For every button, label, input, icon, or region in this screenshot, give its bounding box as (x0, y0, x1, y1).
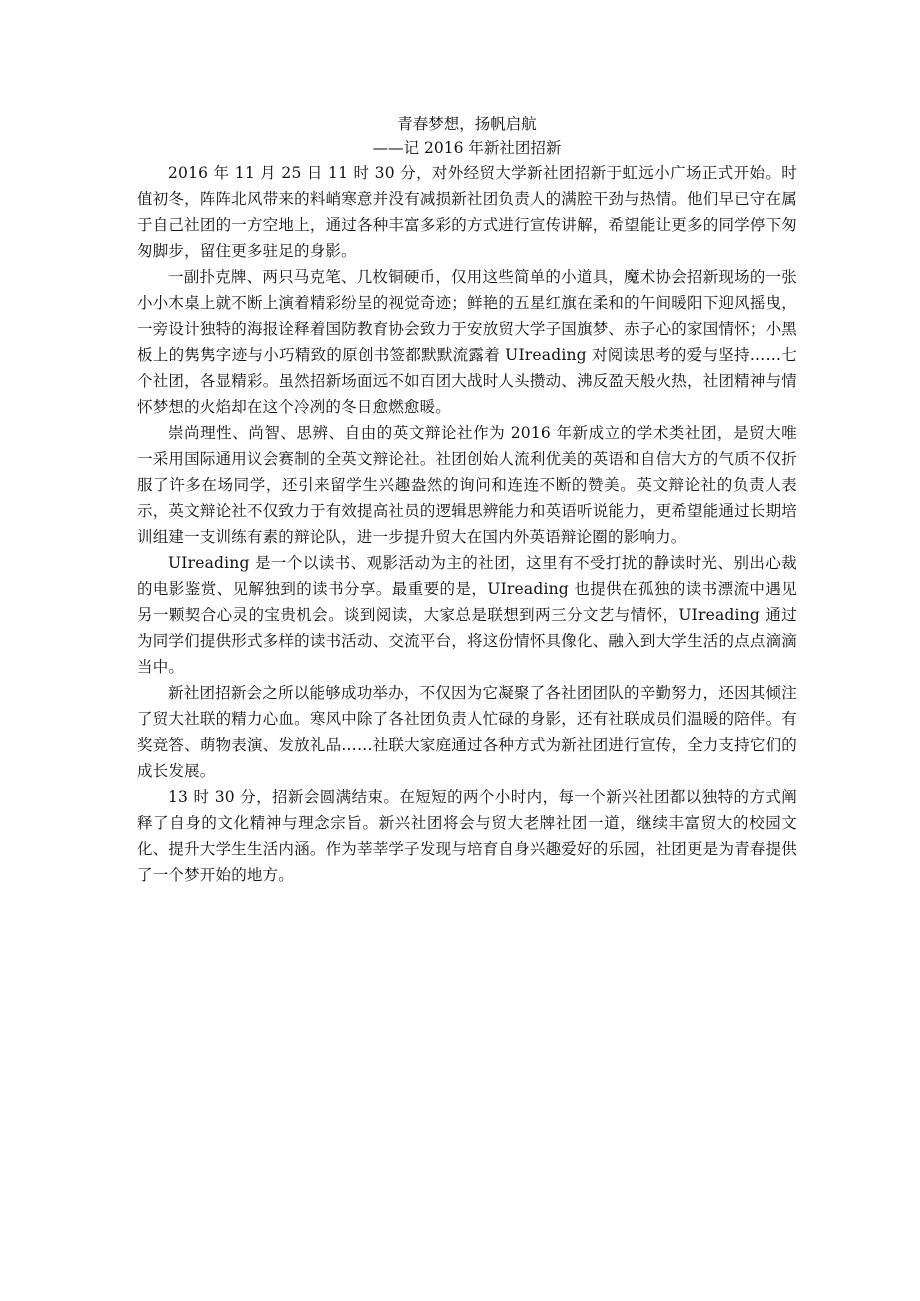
paragraph-6: 13 时 30 分，招新会圆满结束。在短短的两个小时内，每一个新兴社团都以独特的方式阐释了自身的文化精神与理念宗旨。新兴社团将会与贸大老牌社团一道，继续丰富贸大的校园文化、提升大学生生活内涵。作为莘莘学子发现与培育自身兴趣爱好的乐园，社团更是为青春提供了一个梦开始的地方。 (137, 788, 797, 884)
paragraph-4: UIreading 是一个以读书、观影活动为主的社团，这里有不受打扰的静读时光、别出心裁的电影鉴赏、见解独到的读书分享。最重要的是，UIreading 也提供在孤独的读书漂流中遇见另一颗契合心灵的宝贵机会。谈到阅读，大家总是联想到两三分文艺与情怀，UIreading 通过为同学们提供形式多样的读书活动、交流平台，将这份情怀具像化、融入到大学生活的点点滴滴当中。 (137, 554, 797, 676)
paragraph-1: 2016 年 11 月 25 日 11 时 30 分，对外经贸大学新社团招新于虹远小广场正式开始。时值初冬，阵阵北风带来的料峭寒意并没有减损新社团负责人的满腔干劲与热情。他们早已守在属于自己社团的一方空地上，通过各种丰富多彩的方式进行宣传讲解，希望能让更多的同学停下匆匆脚步，留住更多驻足的身影。 (137, 164, 797, 260)
paragraph-3: 崇尚理性、尚智、思辨、自由的英文辩论社作为 2016 年新成立的学术类社团，是贸大唯一采用国际通用议会赛制的全英文辩论社。社团创始人流利优美的英语和自信大方的气质不仅折服了许多在场同学，还引来留学生兴趣盎然的询问和连连不断的赞美。英文辩论社的负责人表示，英文辩论社不仅致力于有效提高社员的逻辑思辨能力和英语听说能力，更希望能通过长期培训组建一支训练有素的辩论队，进一步提升贸大在国内外英语辩论圈的影响力。 (137, 424, 797, 546)
article-body (137, 112, 797, 888)
article-title: 青春梦想，扬帆启航 (397, 115, 537, 133)
paragraph-2: 一副扑克牌、两只马克笔、几枚铜硬币，仅用这些简单的小道具，魔术协会招新现场的一张小小木桌上就不断上演着精彩纷呈的视觉奇迹；鲜艳的五星红旗在柔和的午间暖阳下迎风摇曳，一旁设计独特的海报诠释着国防教育协会致力于安放贸大学子国旗梦、赤子心的家国情怀；小黑板上的隽隽字迹与小巧精致的原创书签都默默流露着 UIreading 对阅读思考的爱与坚持……七个社团，各显精彩。虽然招新场面远不如百团大战时人头攒动、沸反盈天般火热，社团精神与情怀梦想的火焰却在这个冷冽的冬日愈燃愈暖。 (137, 268, 797, 416)
paragraph-5: 新社团招新会之所以能够成功举办，不仅因为它凝聚了各社团团队的辛勤努力，还因其倾注了贸大社联的精力心血。寒风中除了各社团负责人忙碌的身影，还有社联成员们温暖的陪伴。有奖竞答、萌物表演、发放礼品……社联大家庭通过各种方式为新社团进行宣传，全力支持它们的成长发展。 (137, 684, 797, 780)
article-subtitle: ——记 2016 年新社团招新 (372, 139, 562, 157)
